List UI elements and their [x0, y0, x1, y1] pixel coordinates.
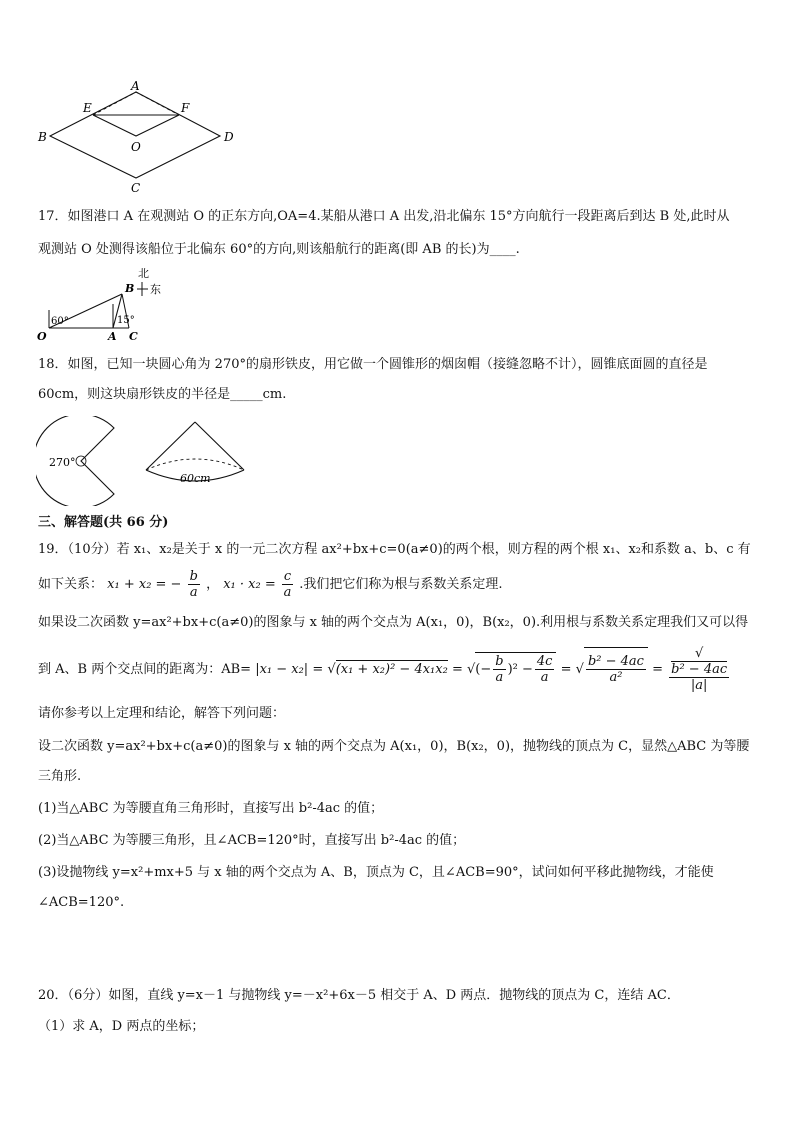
equals: =	[652, 662, 663, 677]
fraction-4c-a	[535, 654, 555, 685]
q20-line1: 20．（6分）如图，直线 y=x－1 与抛物线 y=－x²+6x－5 相交于 A、D 两点．抛物线的顶点为 C，连结 AC．	[38, 988, 680, 1003]
frac-num: c	[283, 569, 292, 584]
rhombus-figure	[30, 78, 250, 198]
sum-lhs: x₁ + x₂ = −	[107, 577, 182, 592]
navigation-figure	[34, 264, 174, 344]
q19-item3: (3)设抛物线 y=x²+mx+5 与 x 轴的两个交点为 A、B，顶点为 C，且∠ACB=90°，试问如何平移此抛物线，才能使	[38, 865, 714, 880]
sector-figure	[36, 416, 126, 506]
sqrt-1: √(x₁ + x₂)² − 4x₁x₂	[327, 662, 448, 677]
label-a: A	[131, 79, 140, 93]
sqrt-1-radicand: (x₁ + x₂)² − 4x₁x₂	[335, 662, 448, 677]
east-label: 东	[150, 283, 161, 296]
separator: ，	[206, 577, 220, 592]
north-label: 北	[138, 267, 149, 280]
paren-close: )² −	[507, 662, 533, 677]
fraction-final	[669, 646, 729, 693]
frac-num: b² − 4ac	[587, 654, 644, 669]
q19-line2	[38, 565, 764, 605]
q19-line1: 19．（10分）若 x₁、x₂是关于 x 的一元二次方程 ax²+bx+c=0(a≠0)的两个根，则方程的两个根 x₁、x₂和系数 a、b、c 有	[38, 542, 751, 557]
frac-den: |a|	[690, 678, 708, 693]
diameter-label: 60cm	[180, 472, 211, 485]
cone-left-edge	[146, 422, 195, 470]
frac-num: 4c	[536, 654, 553, 669]
fold-solid	[93, 115, 179, 136]
fraction-disc-a2	[586, 654, 646, 685]
q19-line7: 三角形.	[38, 769, 82, 784]
label-f: F	[181, 101, 190, 115]
label-b: B	[38, 130, 47, 144]
q19-line2-pre: 如下关系：	[38, 577, 104, 592]
q19-item3-cont: ∠ACB=120°.	[38, 895, 125, 910]
sqrt-2: √(− $\frac{b}{a}$ )² − $\frac{4c}{a}$	[467, 662, 556, 677]
equals: =	[560, 662, 572, 677]
label-e: E	[83, 101, 92, 115]
frac-den: a	[495, 670, 504, 685]
label-a: A	[108, 330, 117, 343]
fraction-b-a	[493, 654, 505, 685]
q19-line4-pre: 到 A、B 两个交点间的距离为：AB=	[38, 662, 252, 677]
q19-item2: (2)当△ABC 为等腰三角形，且∠ACB=120°时，直接写出 b²-4ac 的值；	[38, 833, 466, 848]
equals: =	[312, 662, 324, 677]
label-o: O	[37, 330, 47, 343]
equals: =	[451, 662, 463, 677]
q18-line2: 60cm，则这块扇形铁皮的半径是_____cm.	[38, 387, 287, 402]
fold-dashed	[93, 92, 179, 115]
q17-line1: 17．如图港口 A 在观测站 O 的正东方向,OA=4.某船从港口 A 出发,沿北偏东 15°方向航行一段距离后到达 B 处,此时从	[38, 209, 730, 224]
cone-base-back	[146, 459, 244, 470]
q19-line3: 如果设二次函数 y=ax²+bx+c(a≠0)的图象与 x 轴的两个交点为 A(x₁，0)，B(x₂，0).利用根与系数关系定理我们又可以得	[38, 615, 749, 630]
frac-num: b	[189, 569, 198, 584]
sqrt-3-radicand	[584, 647, 648, 692]
fraction-b-over-a	[188, 569, 200, 600]
label-o: O	[131, 140, 141, 154]
label-c: C	[129, 330, 138, 343]
q18-line1: 18．如图，已知一块圆心角为 270°的扇形铁皮，用它做一个圆锥形的烟囱帽（接缝忽略不计），圆锥底面圆的直径是	[38, 357, 708, 372]
angle-label: 270°	[49, 456, 76, 469]
prod-lhs: x₁ · x₂ =	[223, 577, 276, 592]
final-radicand: b² − 4ac	[671, 662, 728, 677]
frac-den: a²	[609, 670, 623, 685]
cone-right-edge	[195, 422, 244, 470]
frac-num: √ b² − 4ac	[671, 646, 728, 677]
frac-den: a	[540, 670, 549, 685]
angle-15-label: 15°	[117, 315, 135, 326]
abs-expression: |x₁ − x₂|	[255, 662, 309, 677]
q20-line2: （1）求 A，D 两点的坐标；	[38, 1019, 205, 1034]
label-b: B	[125, 282, 135, 295]
angle-60-label: 60°	[51, 316, 69, 327]
q17-line2: 观测站 O 处测得该船位于北偏东 60°的方向,则该船航行的距离(即 AB 的长)为____.	[38, 242, 520, 257]
frac-den: a	[283, 585, 292, 600]
label-c: C	[131, 181, 141, 195]
q19-line2-post: .我们把它们称为根与系数关系定理.	[299, 577, 503, 592]
frac-den: a	[189, 585, 198, 600]
cone-figure	[140, 418, 250, 488]
frac-num: b	[495, 654, 504, 669]
fraction-c-over-a	[282, 569, 293, 600]
q19-line4	[38, 646, 764, 693]
q19-line6: 设二次函数 y=ax²+bx+c(a≠0)的图象与 x 轴的两个交点为 A(x₁，0)，B(x₂，0)，抛物线的顶点为 C，显然△ABC 为等腰	[38, 739, 750, 754]
q19-item1: (1)当△ABC 为等腰直角三角形时，直接写出 b²-4ac 的值；	[38, 801, 384, 816]
sqrt-2-radicand	[475, 652, 556, 685]
q19-line5: 请你参考以上定理和结论，解答下列问题：	[38, 706, 286, 721]
label-d: D	[224, 130, 234, 144]
paren-open: (−	[475, 662, 492, 677]
section-heading: 三、解答题(共 66 分)	[38, 515, 169, 530]
sqrt-3: √ $\frac{\text{b² − 4ac}}{\text{a²}}$	[576, 662, 648, 677]
